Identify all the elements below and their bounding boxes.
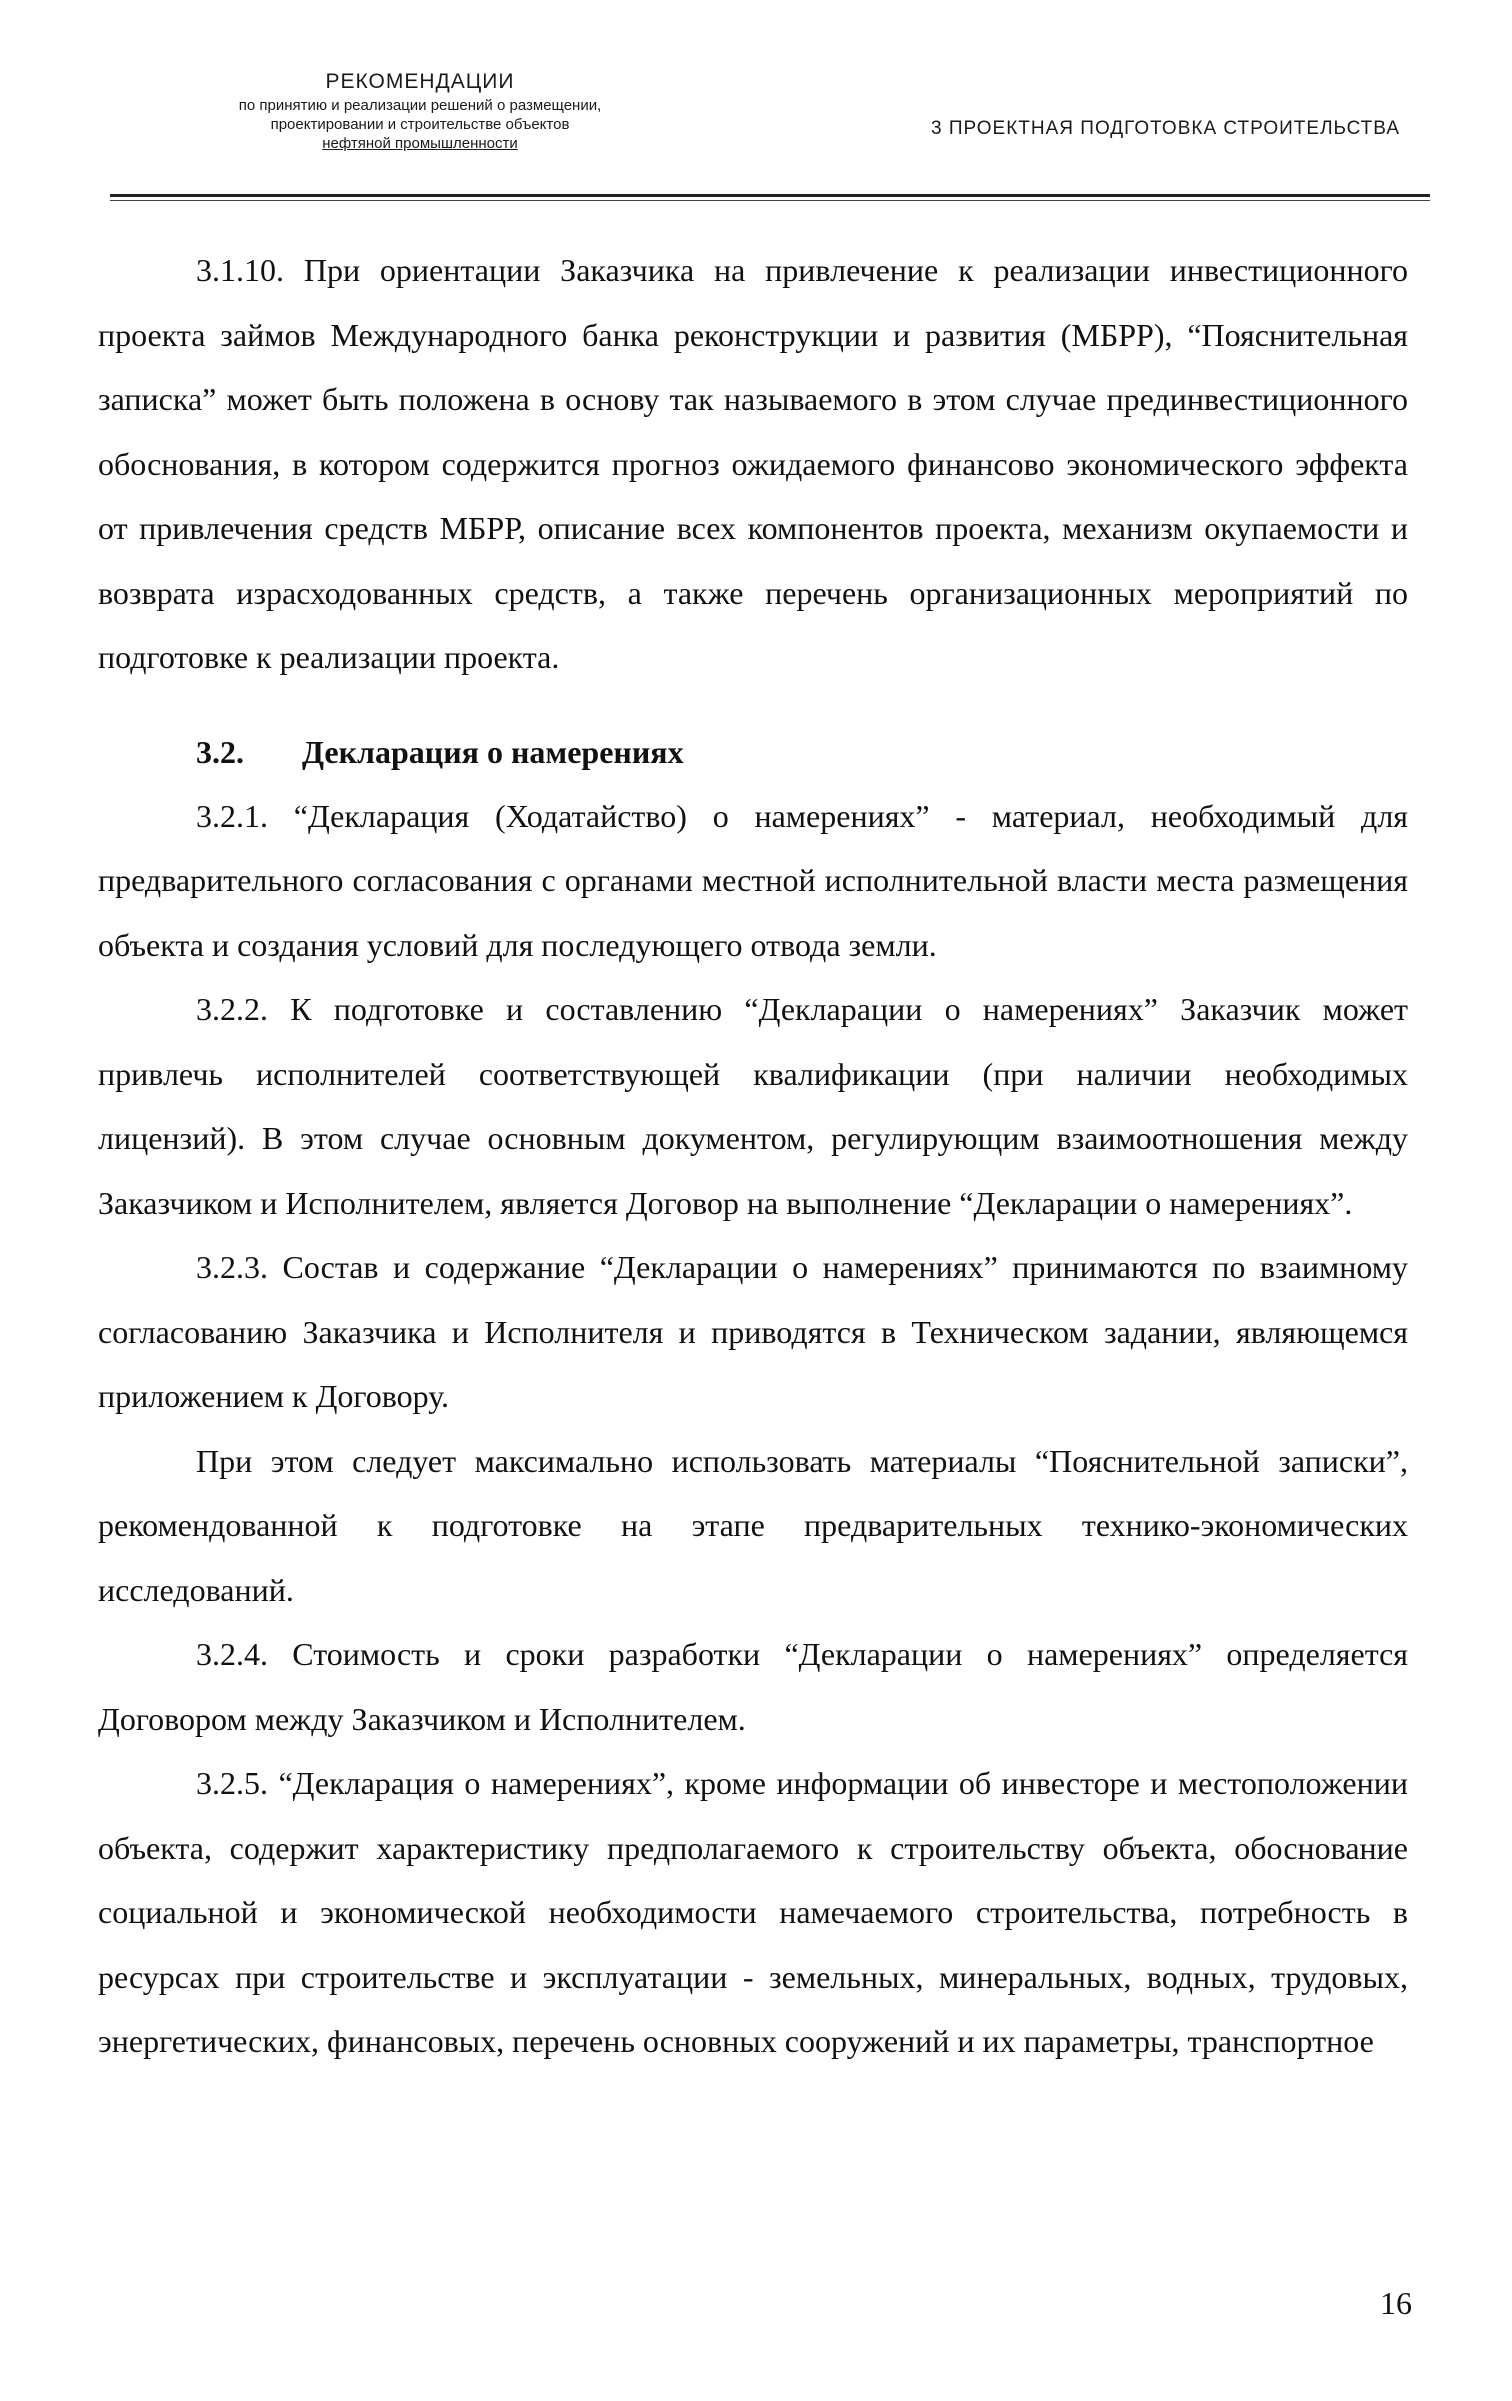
section-heading-number: 3.2. [196,733,244,770]
paragraph-3-2-5: 3.2.5. “Декларация о намерениях”, кроме информации об инвесторе и местоположении объекта, содержит характеристику предполагаемого к строительству объекта, обоснование социальной и экономической необходимости намечаемого строительства, потребность в ресурсах при строительстве и эксплуатации - земельных, минеральных, водных, трудовых, энергетических, финансовых, перечень основных сооружений и их параметры, транспортное [98,1765,1408,2059]
paragraph-3-2-3-continued: При этом следует максимально использовать материалы “Пояснительной записки”, рекомендованной к подготовке на этапе предварительных технико-экономических исследований. [98,1442,1408,1608]
document-subtitle-line-1: по принятию и реализации решений о размещении, [238,97,602,114]
document-subtitle-line-3: нефтяной промышленности [322,135,518,152]
paragraph-3-2-3: 3.2.3. Состав и содержание “Декларации о намерениях” принимаются по взаимному согласованию Заказчика и Исполнителя и приводятся в Техническом задании, являющемся приложением к Договору. [98,1249,1408,1414]
paragraph-3-2-4: 3.2.4. Стоимость и сроки разработки “Декларации о намерениях” определяется Договором между Заказчиком и Исполнителем. [98,1636,1408,1737]
paragraph-3-1-10: 3.1.10. При ориентации Заказчика на привлечение к реализации инвестиционного проекта займов Международного банка реконструкции и развития (МБРР), “Пояснительная записка” может быть положена в основу так называемого в этом случае прединвестиционного обоснования, в котором содержится прогноз ожидаемого финансово экономического эффекта от привлечения средств МБРР, описание всех компонентов проекта, механизм окупаемости и возврата израсходованных средств, а также перечень организационных мероприятий по подготовке к реализации проекта. [98,252,1408,675]
page-number: 16 [1380,2285,1412,2321]
section-heading-3-2 [98,720,1408,784]
page-body [98,238,1408,2074]
document-title: РЕКОМЕНДАЦИИ [325,70,515,93]
header-divider-thin [110,200,1430,201]
paragraph-3-2-1: 3.2.1. “Декларация (Ходатайство) о намерениях” - материал, необходимый для предварительного согласования с органами местной исполнительной власти места размещения объекта и создания условий для последующего отвода земли. [98,797,1408,963]
section-header: 3 ПРОЕКТНАЯ ПОДГОТОВКА СТРОИТЕЛЬСТВА [931,118,1400,139]
section-heading-title: Декларация о намерениях [302,733,684,770]
document-title-block [110,70,730,153]
document-subtitle-line-2: проектировании и строительстве объектов [270,116,570,133]
header-divider [110,194,1430,197]
paragraph-3-2-2: 3.2.2. К подготовке и составлению “Декларации о намерениях” Заказчик может привлечь исполнителей соответствующей квалификации (при наличии необходимых лицензий). В этом случае основным документом, регулирующим взаимоотношения между Заказчиком и Исполнителем, является Договор на выполнение “Декларации о намерениях”. [98,991,1408,1221]
page-header [110,70,1430,200]
